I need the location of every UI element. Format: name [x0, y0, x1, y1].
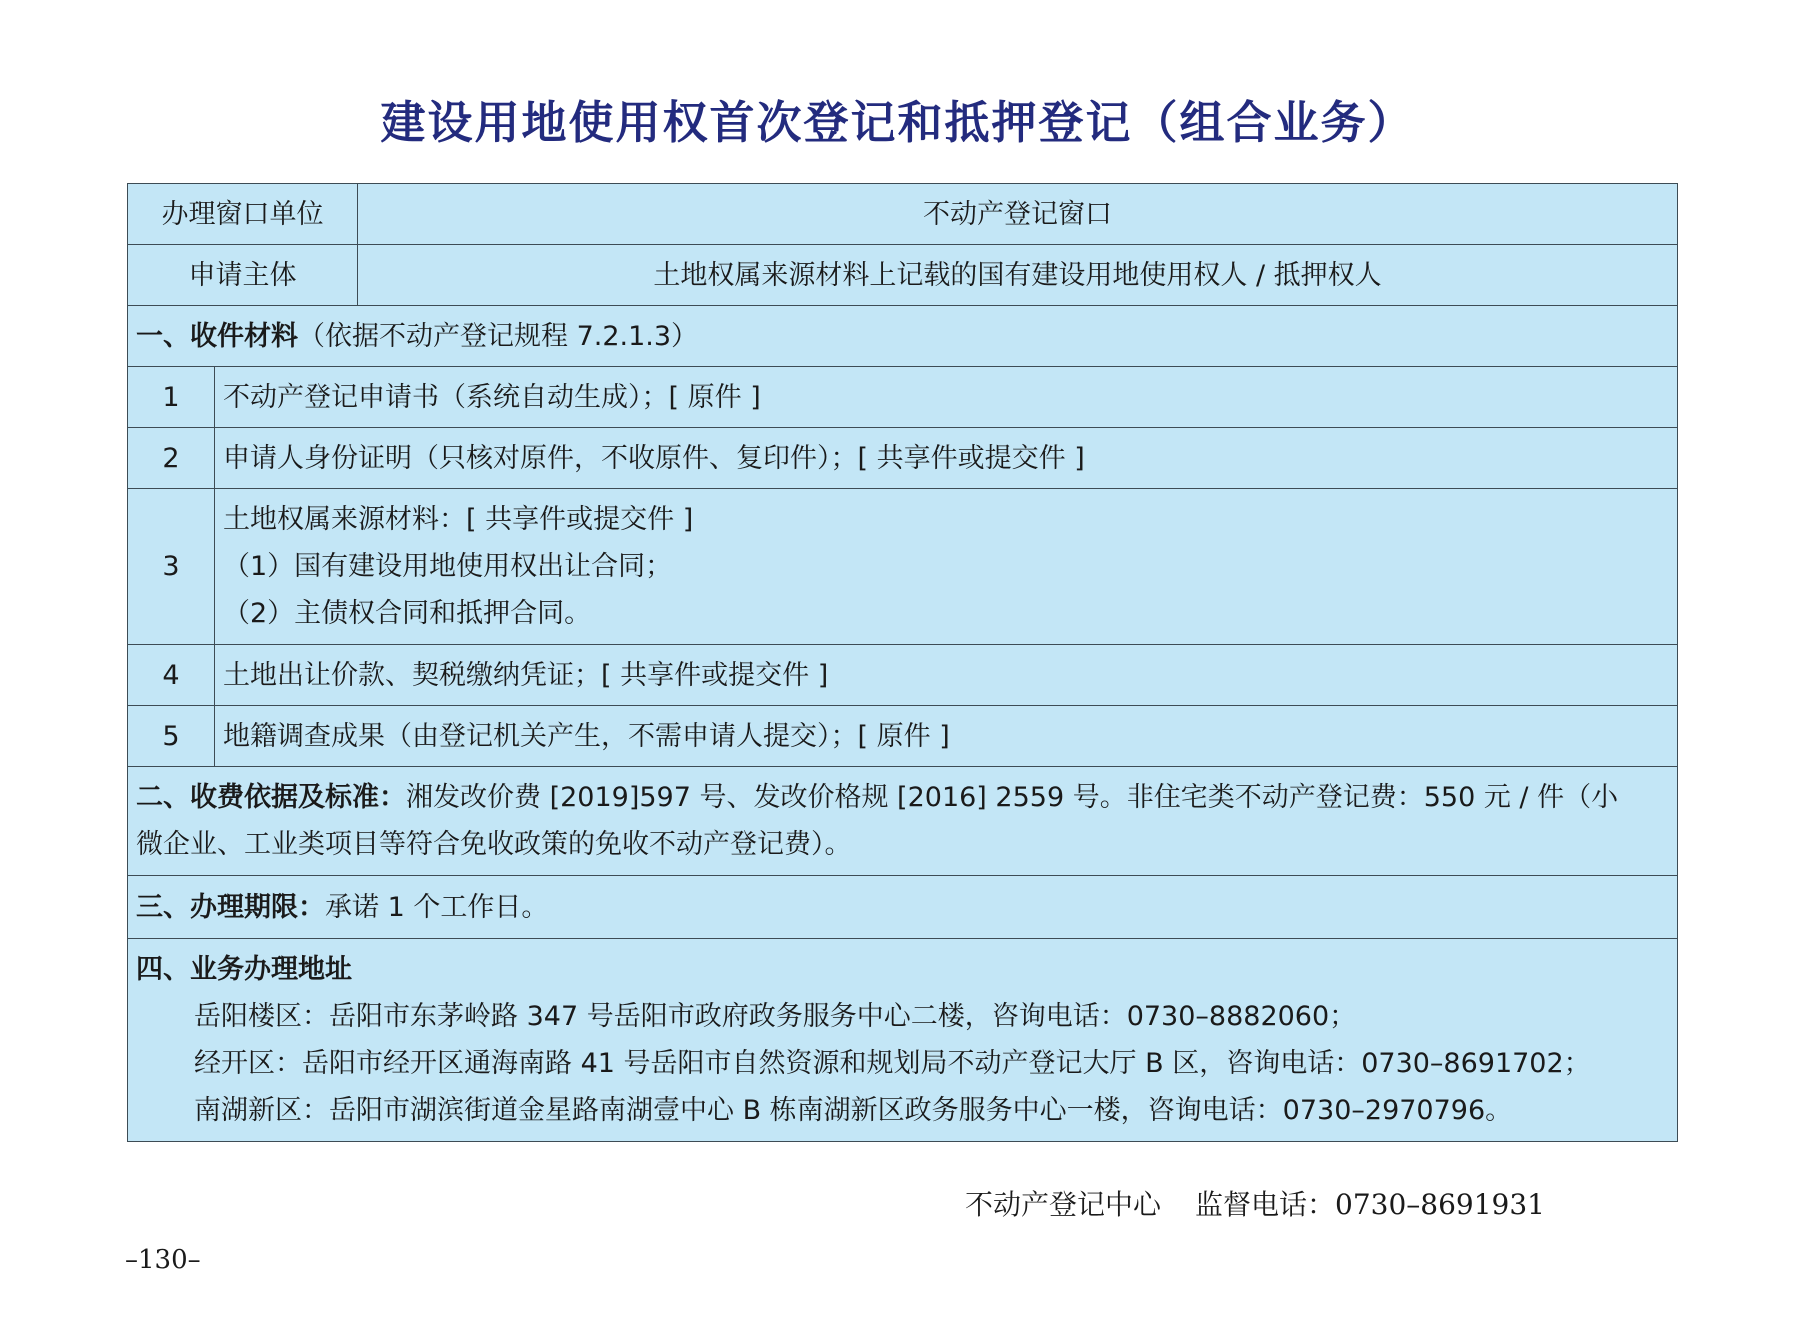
window-unit-label: 办理窗口单位 [128, 184, 358, 245]
table-row [128, 645, 1678, 706]
page-number: –130– [125, 1245, 201, 1275]
material-number: 4 [128, 645, 215, 706]
material-text: 土地出让价款、契税缴纳凭证；[ 共享件或提交件 ] [215, 645, 1678, 706]
address-line: 南湖新区：岳阳市湖滨街道金星路南湖壹中心 B 栋南湖新区政务服务中心一楼，咨询电话：0730–2970796。 [194, 1095, 1513, 1126]
table-row [128, 706, 1678, 767]
section-materials-cell [128, 306, 1678, 367]
table-row [128, 184, 1678, 245]
section-fee-row [128, 767, 1678, 876]
table-row [128, 245, 1678, 306]
section-materials-note: （依据不动产登记规程 7.2.1.3） [298, 320, 699, 352]
material-number: 5 [128, 706, 215, 767]
section-fee-text: 微企业、工业类项目等符合免收政策的免收不动产登记费）。 [136, 829, 852, 860]
section-fee-text: 湘发改价费 [2019]597 号、发改价格规 [2016] 2559 号。非住宅类不动产登记费：550 元 / 件（小 [406, 782, 1619, 813]
material-text [215, 489, 1678, 645]
material-text: 不动产登记申请书（系统自动生成）；[ 原件 ] [215, 367, 1678, 428]
section-deadline-text: 承诺 1 个工作日。 [325, 891, 549, 923]
section-fee-cell [128, 767, 1678, 876]
window-unit-value: 不动产登记窗口 [358, 184, 1678, 245]
section-materials-heading: 一、收件材料 [136, 320, 298, 352]
material-text: 申请人身份证明（只核对原件，不收原件、复印件）；[ 共享件或提交件 ] [215, 428, 1678, 489]
section-deadline-row [128, 876, 1678, 939]
section-address-heading: 四、业务办理地址 [136, 954, 352, 985]
material-number: 2 [128, 428, 215, 489]
table-row [128, 367, 1678, 428]
section-address-cell [128, 939, 1678, 1142]
table-row [128, 428, 1678, 489]
address-line: 经开区：岳阳市经开区通海南路 41 号岳阳市自然资源和规划局不动产登记大厅 B 区，咨询电话：0730–8691702； [194, 1048, 1591, 1079]
service-guide-table [127, 183, 1678, 1142]
section-materials-row [128, 306, 1678, 367]
material-number: 1 [128, 367, 215, 428]
material-line: （1）国有建设用地使用权出让合同； [223, 551, 673, 582]
footer-phone: 监督电话：0730–8691931 [1195, 1188, 1545, 1221]
section-deadline-heading: 三、办理期限： [136, 891, 325, 923]
applicant-value: 土地权属来源材料上记载的国有建设用地使用权人 / 抵押权人 [358, 245, 1678, 306]
section-fee-heading: 二、收费依据及标准： [136, 782, 406, 813]
footer [965, 1183, 1545, 1223]
section-address-row [128, 939, 1678, 1142]
address-line: 岳阳楼区：岳阳市东茅岭路 347 号岳阳市政府政务服务中心二楼，咨询电话：0730–8882060； [194, 1001, 1357, 1032]
material-line: 土地权属来源材料：[ 共享件或提交件 ] [223, 504, 694, 535]
table-row [128, 489, 1678, 645]
section-deadline-cell [128, 876, 1678, 939]
material-line: （2）主债权合同和抵押合同。 [223, 598, 592, 629]
material-text: 地籍调查成果（由登记机关产生，不需申请人提交）；[ 原件 ] [215, 706, 1678, 767]
applicant-label: 申请主体 [128, 245, 358, 306]
page-title: 建设用地使用权首次登记和抵押登记（组合业务） [380, 96, 1415, 149]
material-number: 3 [128, 489, 215, 645]
footer-org: 不动产登记中心 [965, 1188, 1162, 1221]
